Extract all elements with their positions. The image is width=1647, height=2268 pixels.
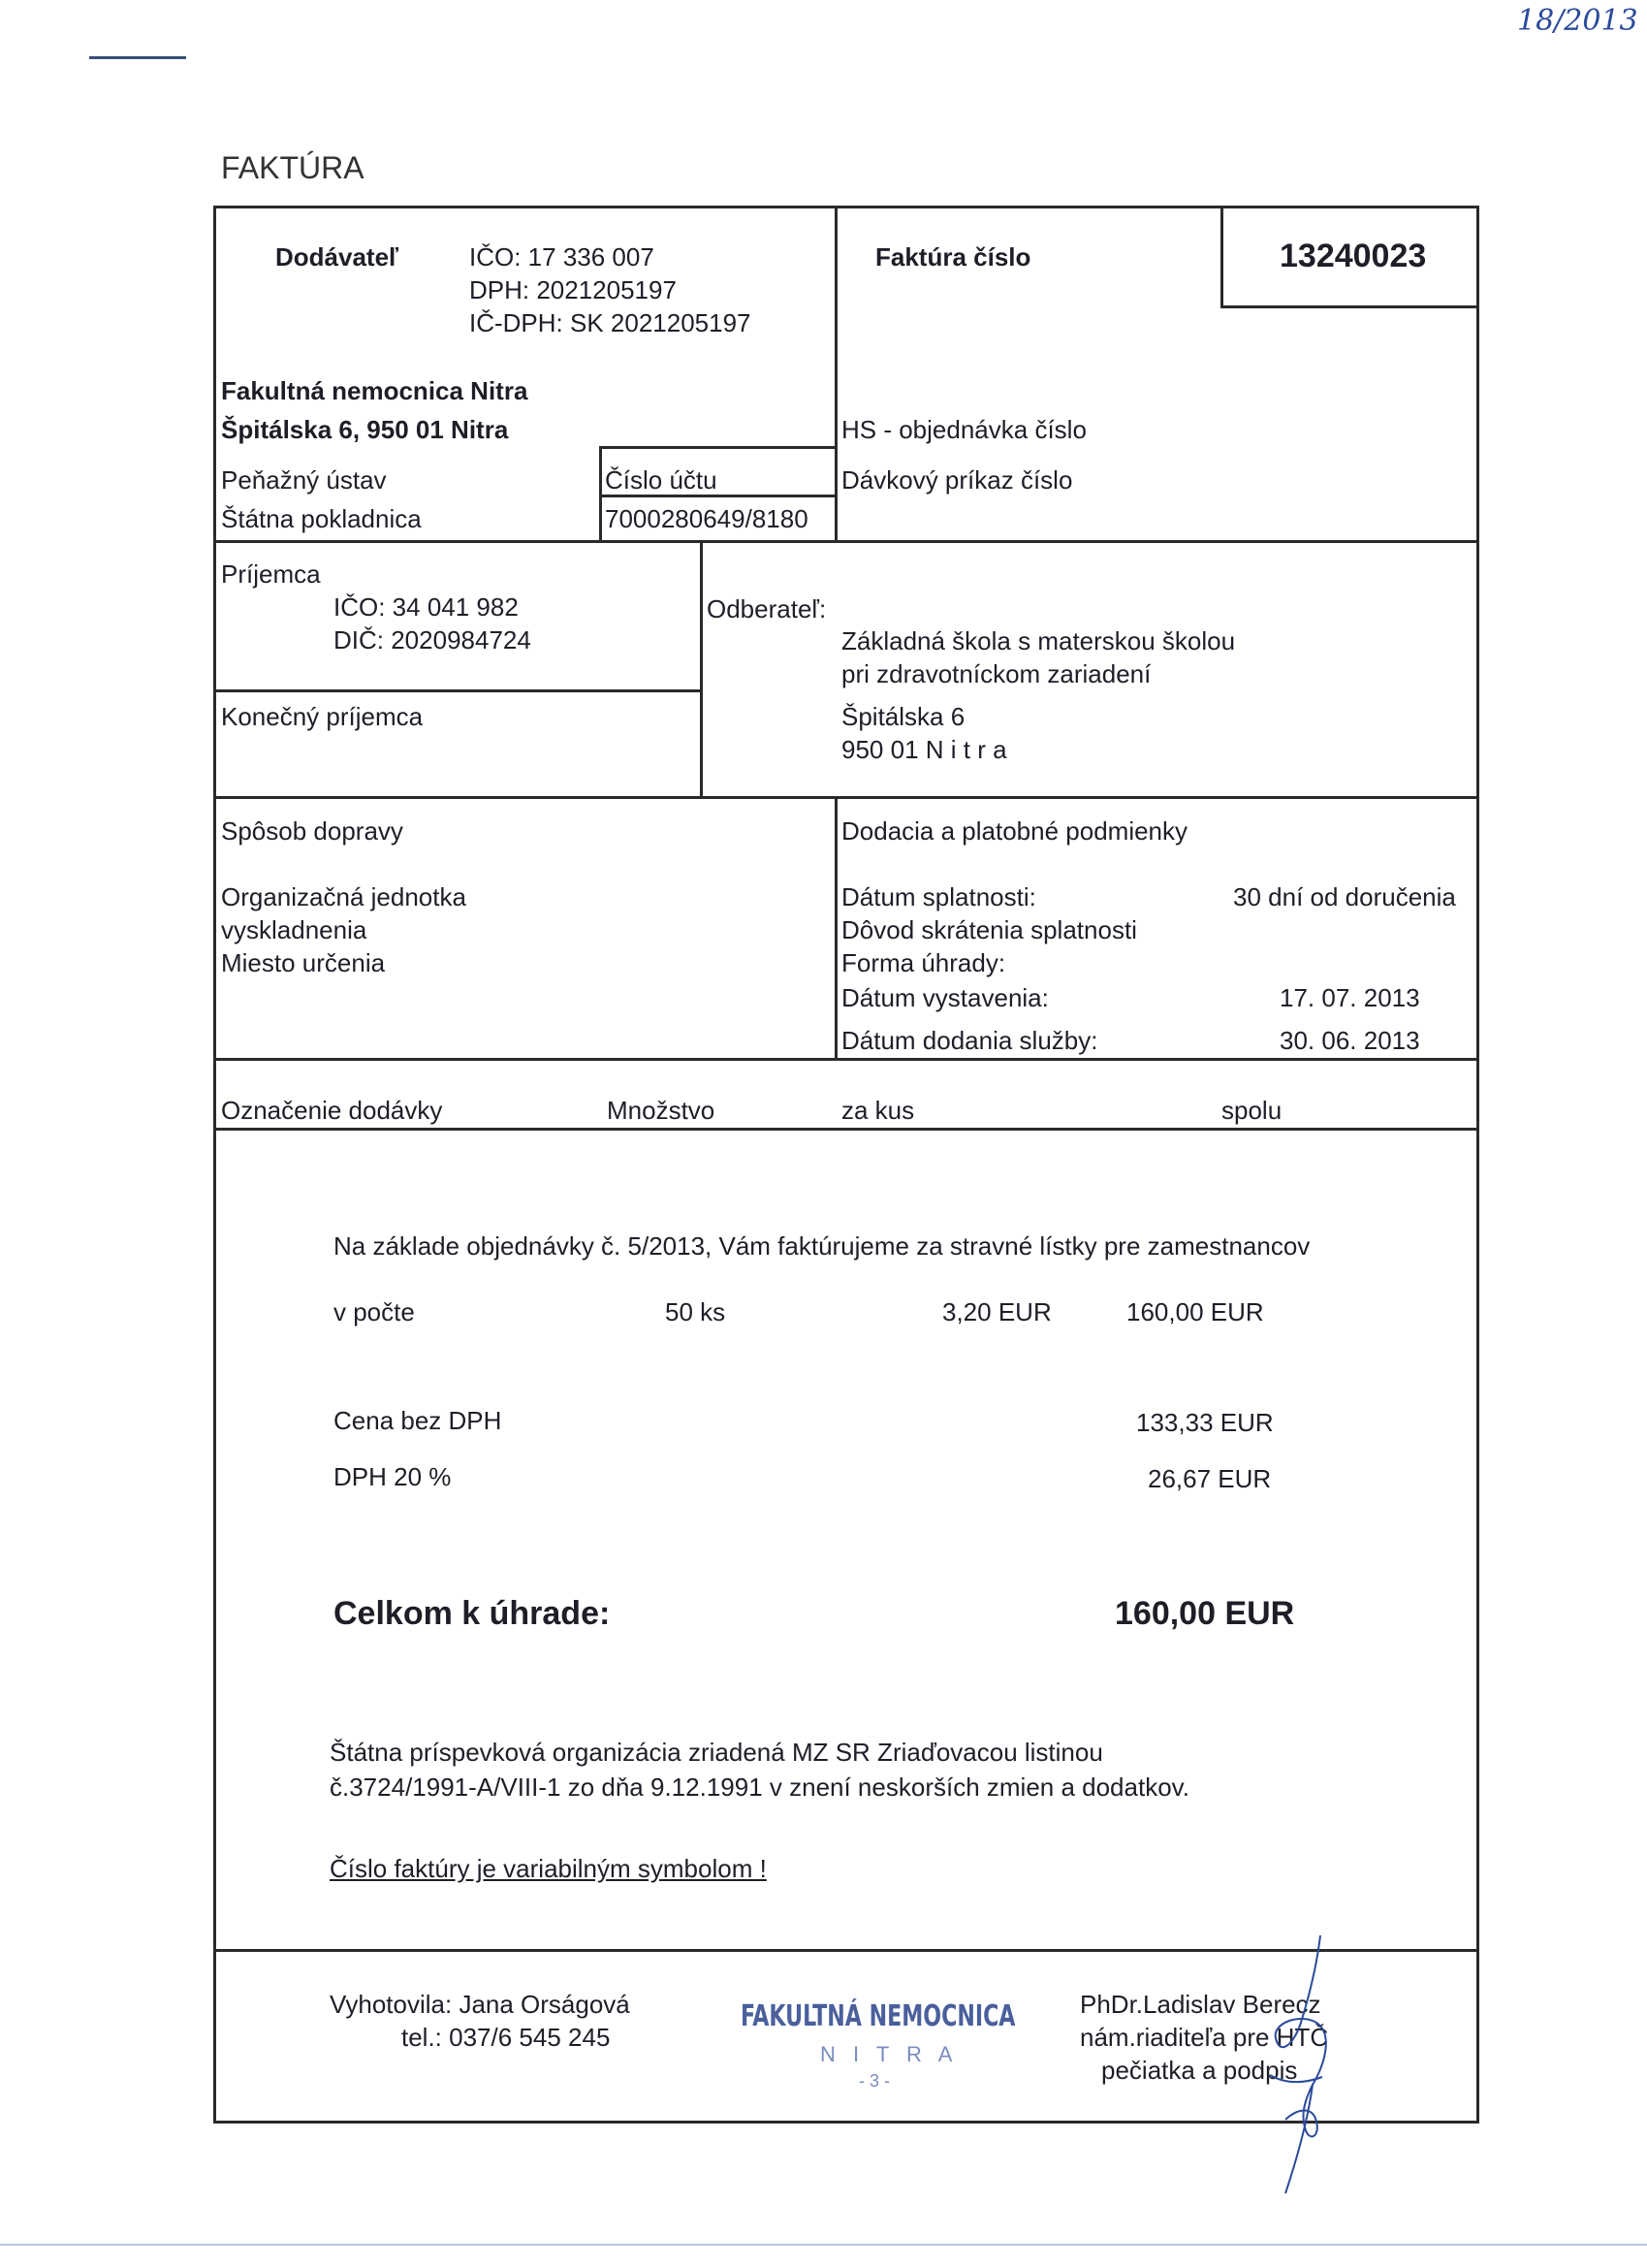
org-unit-label: Organizačná jednotka — [221, 882, 466, 911]
page-mark: 18/2013 — [1517, 4, 1638, 38]
divider — [835, 796, 838, 1061]
supplier-ico: IČO: 17 336 007 — [469, 242, 654, 272]
variable-symbol-note: Číslo faktúry je variabilným symbolom ! — [330, 1854, 767, 1883]
legal-note-line2: č.3724/1991-A/VIII-1 zo dňa 9.12.1991 v znení neskorších zmien a dodatkov. — [330, 1773, 1189, 1802]
column-unit-price: za kus — [841, 1096, 915, 1125]
vat-value: 26,67 EUR — [1148, 1464, 1272, 1493]
scan-mark — [89, 56, 186, 59]
delivery-date-label: Dátum dodania služby: — [841, 1026, 1098, 1055]
order-number-label: HS - objednávka číslo — [841, 415, 1087, 444]
column-item: Označenie dodávky — [221, 1096, 443, 1125]
signer-note: pečiatka a podpis — [1101, 2056, 1298, 2085]
recipient-label: Príjemca — [221, 559, 321, 589]
hospital-stamp-line3: - 3 - — [859, 2071, 891, 2091]
divider — [835, 206, 838, 543]
invoice-number: 13240023 — [1280, 238, 1427, 274]
supplier-label: Dodávateľ — [275, 242, 399, 272]
recipient-ico: IČO: 34 041 982 — [333, 592, 519, 622]
account-label: Číslo účtu — [605, 465, 717, 495]
customer-label: Odberateľ: — [707, 594, 827, 623]
customer-line1: Základná škola s materskou školou — [841, 626, 1236, 655]
org-unit-label-2: vyskladnenia — [221, 915, 367, 944]
delivery-date-value: 30. 06. 2013 — [1280, 1026, 1420, 1055]
shortening-reason-label: Dôvod skrátenia splatnosti — [841, 915, 1137, 944]
due-date-value: 30 dní od doručenia — [1233, 882, 1456, 911]
invoice-number-label: Faktúra číslo — [875, 242, 1031, 272]
supplier-icdph: IČ-DPH: SK 2021205197 — [469, 308, 751, 337]
divider — [601, 446, 838, 449]
grand-total-label: Celkom k úhrade: — [333, 1595, 611, 1632]
customer-line4: 950 01 N i t r a — [841, 735, 1007, 764]
batch-order-label: Dávkový príkaz číslo — [841, 465, 1073, 495]
signer-title: nám.riaditeľa pre HTČ — [1080, 2023, 1329, 2052]
divider — [213, 1128, 1479, 1131]
divider — [213, 540, 1479, 543]
signature — [1212, 1930, 1386, 2201]
issue-date-value: 17. 07. 2013 — [1280, 983, 1420, 1012]
hospital-stamp-line1: FAKULTNÁ NEMOCNICA — [741, 1999, 1016, 2033]
vat-label: DPH 20 % — [333, 1462, 452, 1491]
signer-name: PhDr.Ladislav Berecz — [1080, 1990, 1321, 2019]
issue-date-label: Dátum vystavenia: — [841, 983, 1049, 1012]
final-recipient-label: Konečný príjemca — [221, 702, 424, 731]
payment-form-label: Forma úhrady: — [841, 948, 1006, 977]
divider — [213, 1058, 1479, 1061]
line-unit-price: 3,20 EUR — [942, 1297, 1052, 1326]
column-quantity: Množstvo — [607, 1096, 715, 1125]
recipient-dic: DIČ: 2020984724 — [333, 625, 531, 655]
customer-line2: pri zdravotníckom zariadení — [841, 659, 1152, 688]
prepared-phone: tel.: 037/6 545 245 — [401, 2023, 611, 2052]
document-title: FAKTÚRA — [221, 150, 364, 185]
divider — [601, 495, 838, 497]
due-date-label: Dátum splatnosti: — [841, 882, 1036, 911]
supplier-address: Špitálska 6, 950 01 Nitra — [221, 415, 509, 444]
net-price-value: 133,33 EUR — [1136, 1408, 1274, 1437]
terms-label: Dodacia a platobné podmienky — [841, 816, 1188, 846]
line-total: 160,00 EUR — [1126, 1297, 1264, 1326]
supplier-dph: DPH: 2021205197 — [469, 275, 677, 304]
net-price-label: Cena bez DPH — [333, 1406, 502, 1435]
prepared-by: Vyhotovila: Jana Orságová — [330, 1990, 630, 2019]
destination-label: Miesto určenia — [221, 948, 386, 977]
bank-label: Peňažný ústav — [221, 465, 387, 495]
account-number: 7000280649/8180 — [605, 504, 808, 533]
divider — [213, 689, 703, 692]
column-total: spolu — [1221, 1096, 1283, 1125]
bank-name: Štátna pokladnica — [221, 504, 422, 533]
transport-method-label: Spôsob dopravy — [221, 816, 403, 846]
invoice-description: Na základe objednávky č. 5/2013, Vám faktúrujeme za stravné lístky pre zamestnancov — [333, 1231, 1311, 1261]
divider — [213, 796, 1479, 799]
divider — [700, 540, 703, 798]
hospital-stamp-line2: N I T R A — [820, 2042, 959, 2066]
supplier-name: Fakultná nemocnica Nitra — [221, 376, 528, 405]
scan-mark — [0, 2244, 1647, 2246]
line-quantity: 50 ks — [665, 1297, 726, 1326]
grand-total-value: 160,00 EUR — [1115, 1595, 1295, 1632]
legal-note-line1: Štátna príspevková organizácia zriadená MZ SR Zriaďovacou listinou — [330, 1738, 1103, 1767]
customer-line3: Špitálska 6 — [841, 702, 966, 731]
line-label: v počte — [333, 1297, 415, 1326]
